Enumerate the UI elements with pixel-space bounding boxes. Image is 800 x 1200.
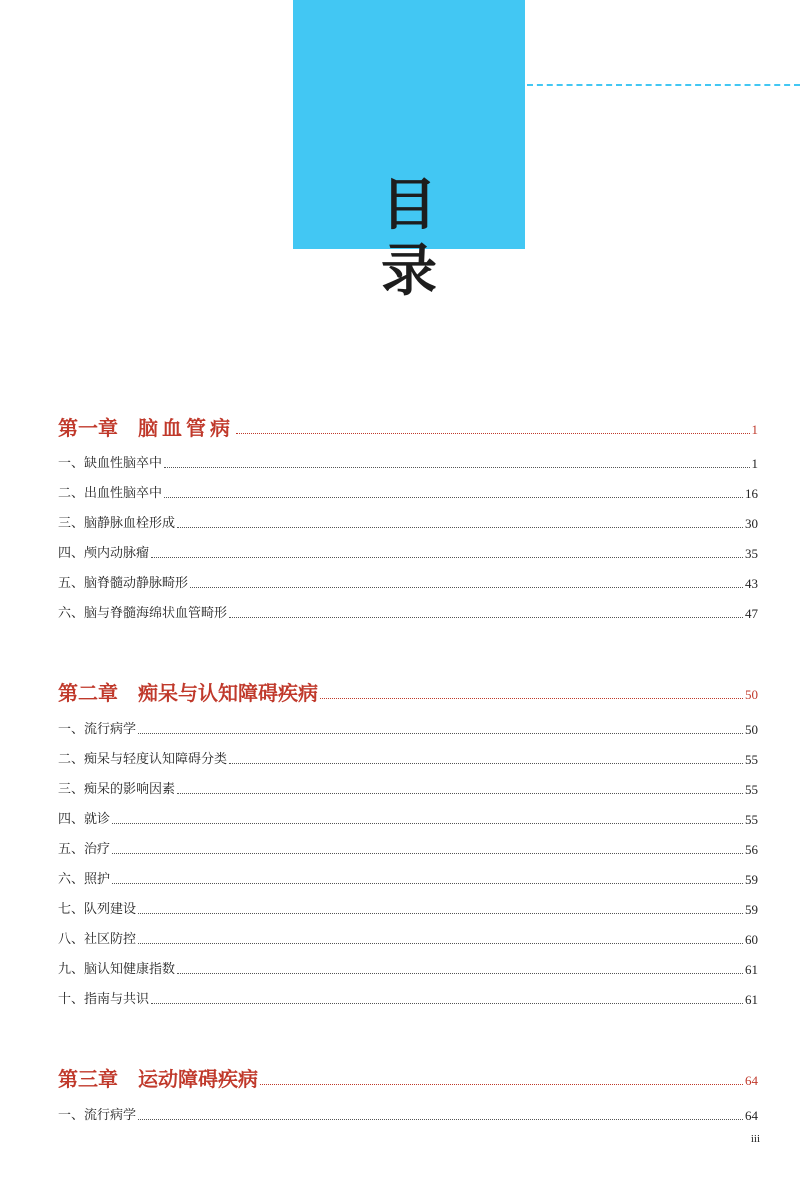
footer-page-number: iii [750,1133,760,1145]
dot-leader [260,1084,743,1085]
dot-leader [236,433,750,434]
dot-leader [112,853,743,854]
page-title: 目 录 [381,172,585,304]
chapter-page: 50 [745,687,758,702]
chapter-number: 第二章 [58,681,118,705]
toc-entry[interactable] [58,898,758,918]
toc-entry[interactable] [58,928,758,948]
entry-page: 50 [745,722,758,737]
toc-entry[interactable] [58,542,758,562]
chapter-page: 1 [751,422,758,437]
dot-leader [112,883,743,884]
entry-title: 五、脑脊髓动静脉畸形 [58,576,189,591]
dot-leader [151,557,743,558]
entry-title: 六、照护 [58,872,111,887]
chapter-title: 运动障碍疾病 [138,1067,258,1091]
toc-entry[interactable] [58,602,758,622]
dot-leader [164,497,743,498]
entry-page: 59 [745,902,758,917]
dot-leader [190,587,743,588]
chapter-number: 第三章 [58,1067,118,1091]
toc-entry[interactable] [58,452,758,472]
entry-page: 47 [745,606,758,621]
entry-page: 35 [745,546,758,561]
entry-page: 59 [745,872,758,887]
entry-title: 十、指南与共识 [58,992,150,1007]
entry-page: 43 [745,576,758,591]
entry-title: 四、颅内动脉瘤 [58,546,150,561]
toc-entry[interactable] [58,808,758,828]
entry-page: 55 [745,752,758,767]
entry-page: 61 [745,992,758,1007]
toc-entry[interactable] [58,718,758,738]
dot-leader [229,617,743,618]
entry-page: 55 [745,812,758,827]
entry-title: 六、脑与脊髓海绵状血管畸形 [58,606,228,621]
entry-page: 16 [745,486,758,501]
entry-page: 64 [745,1108,758,1123]
entry-page: 56 [745,842,758,857]
entry-title: 九、脑认知健康指数 [58,962,176,977]
chapter-title: 痴呆与认知障碍疾病 [138,681,318,705]
entry-title: 二、痴呆与轻度认知障碍分类 [58,752,228,767]
toc-entry[interactable] [58,988,758,1008]
toc-entry[interactable] [58,958,758,978]
dot-leader [151,1003,743,1004]
entry-title: 四、就诊 [58,812,111,827]
entry-title: 二、出血性脑卒中 [58,486,163,501]
dot-leader [229,763,743,764]
entry-page: 61 [745,962,758,977]
entry-title: 七、队列建设 [58,902,137,917]
chapter-heading[interactable] [58,410,758,440]
entry-title: 五、治疗 [58,842,111,857]
entry-page: 55 [745,782,758,797]
toc-entry[interactable] [58,748,758,768]
entry-title: 八、社区防控 [58,932,137,947]
chapter-title: 脑血管病 [138,416,234,440]
toc-entry[interactable] [58,838,758,858]
entry-title: 三、痴呆的影响因素 [58,782,176,797]
toc-entry[interactable] [58,482,758,502]
entry-title: 三、脑静脉血栓形成 [58,516,176,531]
dot-leader [138,943,743,944]
dot-leader [138,733,743,734]
dashed-divider [527,84,800,86]
entry-page: 1 [751,456,758,471]
entry-page: 60 [745,932,758,947]
toc-entry[interactable] [58,572,758,592]
chapter-heading[interactable] [58,1061,758,1091]
entry-page: 30 [745,516,758,531]
dot-leader [177,793,743,794]
chapter-number: 第一章 [58,416,118,440]
dot-leader [177,973,743,974]
toc-entry[interactable] [58,778,758,798]
toc-entry[interactable] [58,868,758,888]
dot-leader [177,527,743,528]
dot-leader [138,1119,743,1120]
dot-leader [138,913,743,914]
title-banner [293,0,585,304]
toc-entry[interactable] [58,512,758,532]
entry-title: 一、缺血性脑卒中 [58,456,163,471]
chapter-heading[interactable] [58,675,758,705]
dot-leader [164,467,749,468]
toc-entry[interactable] [58,1104,758,1124]
dot-leader [320,698,743,699]
chapter-page: 64 [745,1073,758,1088]
dot-leader [112,823,743,824]
entry-title: 一、流行病学 [58,1108,137,1123]
entry-title: 一、流行病学 [58,722,137,737]
